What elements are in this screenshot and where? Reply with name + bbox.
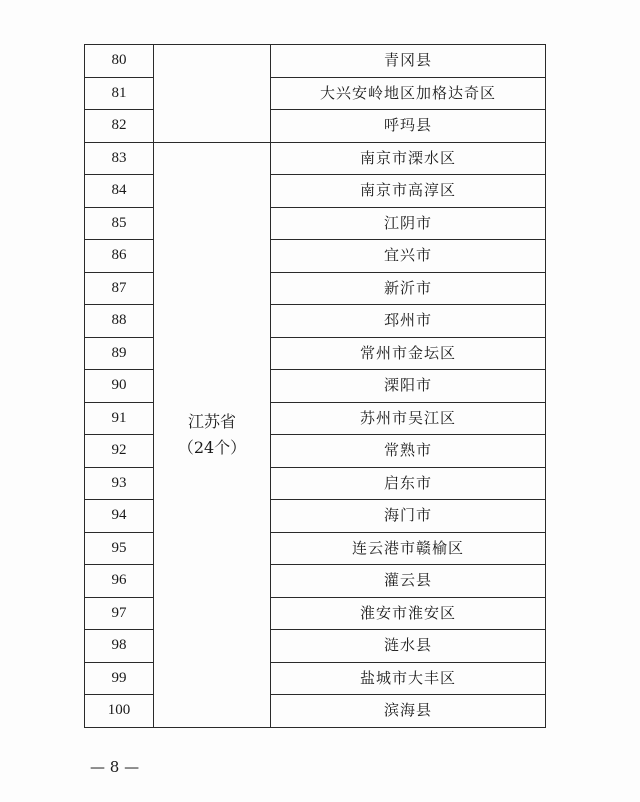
row-number: 92 bbox=[85, 435, 154, 468]
county-name: 灌云县 bbox=[271, 565, 546, 598]
row-number: 94 bbox=[85, 500, 154, 533]
row-number: 88 bbox=[85, 305, 154, 338]
county-name: 苏州市吴江区 bbox=[271, 402, 546, 435]
province-name: 江苏省 bbox=[187, 411, 236, 431]
province-count: （24个） bbox=[177, 437, 247, 457]
page-footer bbox=[90, 758, 139, 776]
county-name: 青冈县 bbox=[271, 45, 546, 78]
row-number: 100 bbox=[85, 695, 154, 728]
county-name: 连云港市赣榆区 bbox=[271, 532, 546, 565]
row-number: 91 bbox=[85, 402, 154, 435]
row-number: 83 bbox=[85, 142, 154, 175]
row-number: 90 bbox=[85, 370, 154, 403]
row-number: 93 bbox=[85, 467, 154, 500]
county-name: 常州市金坛区 bbox=[271, 337, 546, 370]
county-name: 盐城市大丰区 bbox=[271, 662, 546, 695]
county-list-table bbox=[84, 44, 546, 728]
row-number: 89 bbox=[85, 337, 154, 370]
row-number: 96 bbox=[85, 565, 154, 598]
county-name: 江阴市 bbox=[271, 207, 546, 240]
county-name: 海门市 bbox=[271, 500, 546, 533]
row-number: 81 bbox=[85, 77, 154, 110]
row-number: 85 bbox=[85, 207, 154, 240]
row-number: 95 bbox=[85, 532, 154, 565]
row-number: 86 bbox=[85, 240, 154, 273]
row-number: 97 bbox=[85, 597, 154, 630]
county-name: 邳州市 bbox=[271, 305, 546, 338]
row-number: 82 bbox=[85, 110, 154, 143]
county-name: 南京市溧水区 bbox=[271, 142, 546, 175]
county-name: 常熟市 bbox=[271, 435, 546, 468]
row-number: 80 bbox=[85, 45, 154, 78]
county-name: 南京市高淳区 bbox=[271, 175, 546, 208]
row-number: 84 bbox=[85, 175, 154, 208]
county-name: 涟水县 bbox=[271, 630, 546, 663]
row-number: 98 bbox=[85, 630, 154, 663]
table-row bbox=[85, 45, 546, 78]
county-name: 大兴安岭地区加格达奇区 bbox=[271, 77, 546, 110]
county-name: 新沂市 bbox=[271, 272, 546, 305]
county-name: 滨海县 bbox=[271, 695, 546, 728]
county-name: 淮安市淮安区 bbox=[271, 597, 546, 630]
province-cell-continued bbox=[154, 45, 271, 143]
row-number: 99 bbox=[85, 662, 154, 695]
province-cell bbox=[154, 142, 271, 727]
county-name: 呼玛县 bbox=[271, 110, 546, 143]
county-name: 启东市 bbox=[271, 467, 546, 500]
county-name: 宜兴市 bbox=[271, 240, 546, 273]
county-name: 溧阳市 bbox=[271, 370, 546, 403]
table-row bbox=[85, 142, 546, 175]
page-number: — 8 — bbox=[90, 758, 140, 776]
row-number: 87 bbox=[85, 272, 154, 305]
